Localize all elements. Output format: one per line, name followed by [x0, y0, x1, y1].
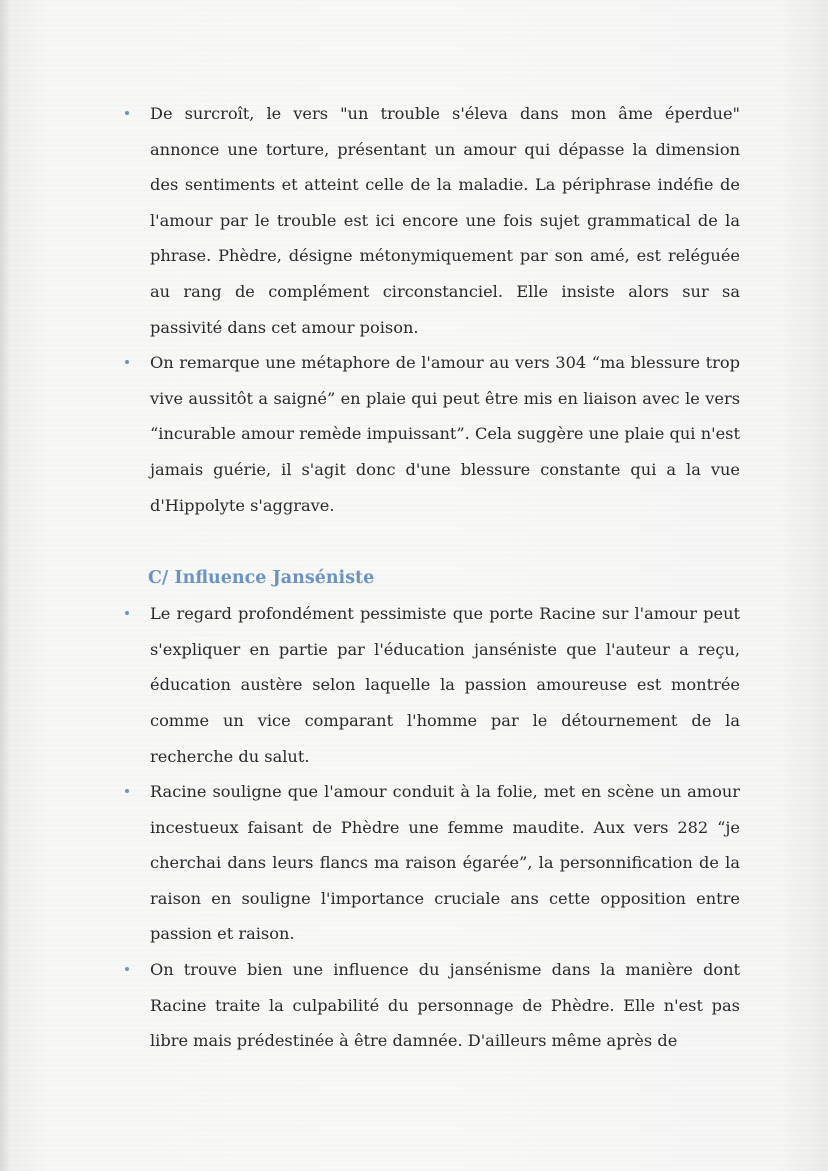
list-item [120, 96, 740, 345]
bullet-icon [125, 967, 129, 971]
page-shadow-edge [0, 0, 10, 1171]
list-item [120, 774, 740, 952]
list-item-text: De surcroît, le vers "un trouble s'éleva dans mon âme éperdue" annonce une torture, présentant un amour qui dépasse la dimension des sentiments et atteint celle de la maladie. La périphrase indéfie de l'amour par le trouble est ici encore une fois sujet grammatical de la phrase. Phèdre, désigne métonymiquement par son amé, est reléguée au rang de complément circonstanciel. Elle insiste alors sur sa passivité dans cet amour poison. [150, 104, 740, 337]
list-item [120, 952, 740, 1059]
section-heading: C/ Influence Janséniste [148, 568, 375, 589]
list-item-text: Racine souligne que l'amour conduit à la folie, met en scène un amour incestueux faisant de Phèdre une femme maudite. Aux vers 282 “je cherchai dans leurs flancs ma raison égarée”, la personnification de la raison en souligne l'importance cruciale ans cette opposition entre passion et raison. [150, 782, 740, 944]
list-item [120, 345, 740, 523]
document-body [120, 96, 740, 1059]
list-item [120, 596, 740, 774]
list-item-text: On trouve bien une influence du jansénisme dans la manière dont Racine traite la culpabilité du personnage de Phèdre. Elle n'est pas libre mais prédestinée à être damnée. D'ailleurs même après de [150, 960, 740, 1051]
list-item-text: Le regard profondément pessimiste que porte Racine sur l'amour peut s'expliquer en partie par l'éducation janséniste que l'auteur a reçu, éducation austère selon laquelle la passion amoureuse est montrée comme un vice comparant l'homme par le détournement de la recherche du salut. [150, 604, 740, 766]
bullet-icon [125, 360, 129, 364]
bullet-list-section-c [120, 596, 740, 1059]
bullet-list-section-b [120, 96, 740, 523]
bullet-icon [125, 611, 129, 615]
list-item-text: On remarque une métaphore de l'amour au vers 304 “ma blessure trop vive aussitôt a saigné” en plaie qui peut être mis en liaison avec le vers “incurable amour remède impuissant”. Cela suggère une plaie qui n'est jamais guérie, il s'agit donc d'une blessure constante qui a la vue d'Hippolyte s'aggrave. [150, 353, 740, 515]
bullet-icon [125, 111, 129, 115]
bullet-icon [125, 789, 129, 793]
